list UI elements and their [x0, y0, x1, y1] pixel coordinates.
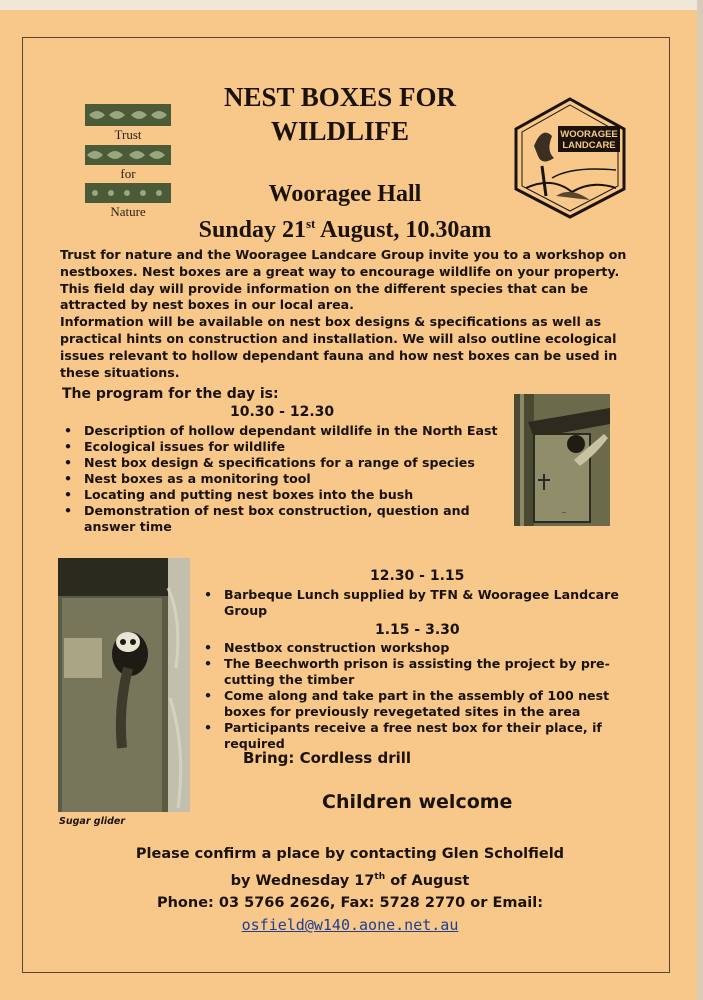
contact-line-3: Phone: 03 5766 2626, Fax: 5728 2770 or Email:	[156, 894, 543, 911]
session-1-time: 10.30 - 12.30	[230, 404, 335, 420]
rsvp-date-suffix: th	[374, 871, 386, 882]
nest-box-image	[514, 394, 610, 526]
children-welcome: Children welcome	[322, 791, 513, 813]
list-item: • Locating and putting nest boxes into the bush	[62, 487, 502, 503]
list-item: • Come along and take part in the assembly of 100 nest boxes for previously revegetated sites in the area	[202, 688, 642, 720]
date-day: Sunday 21	[198, 217, 306, 243]
program-heading: The program for the day is:	[62, 386, 279, 402]
landcare-line-2: LANDCARE	[562, 140, 616, 151]
date-suffix: st	[305, 216, 316, 231]
event-venue-date	[150, 180, 540, 245]
list-item: • Description of hollow dependant wildlife in the North East	[62, 423, 502, 439]
event-date	[150, 209, 540, 245]
intro-paragraph-1: Trust for nature and the Wooragee Landcare Group invite you to a workshop on nestboxes. Nest boxes are a great way to encourage wildlife on your property.	[60, 247, 627, 279]
intro-text	[60, 247, 640, 381]
intro-paragraph-3: Information will be available on nest box designs & specifications as well as practical hints on construction and installation. We will also outline ecological issues relevant to hollow dependant fauna and how nest boxes can be used in these situations.	[60, 314, 618, 380]
bring-note: Bring: Cordless drill	[243, 749, 412, 767]
logo-word-trust: Trust	[114, 127, 142, 142]
rsvp-month: of August	[385, 872, 470, 889]
logo-word-for: for	[120, 166, 136, 181]
landcare-line-1: WOORAGEE	[560, 129, 618, 140]
rsvp-date: by Wednesday 17	[230, 872, 375, 889]
venue-name: Wooragee Hall	[268, 181, 422, 207]
scan-edge-top	[0, 0, 703, 10]
leaf-pattern-icon	[85, 145, 171, 165]
list-item: • The Beechworth prison is assisting the project by pre-cutting the timber	[202, 656, 642, 688]
contact-line-2	[90, 866, 610, 892]
box-serial-graphic: —	[562, 508, 567, 516]
page-title	[190, 80, 490, 148]
logo-band-middle	[85, 145, 171, 165]
logo-word-nature: Nature	[110, 204, 146, 219]
leaf-pattern-icon	[85, 104, 171, 126]
list-item: • Participants receive a free nest box for their place, if required	[202, 720, 642, 752]
email-link[interactable]: osfield@w140.aone.net.au	[241, 916, 459, 935]
nest-box-photo	[514, 394, 610, 526]
session-1-list	[62, 423, 502, 535]
session-3-list	[202, 640, 642, 752]
session-3-time: 1.15 - 3.30	[375, 622, 460, 638]
sugar-glider-image	[58, 558, 190, 812]
session-2-time: 12.30 - 1.15	[370, 568, 465, 584]
session-2-list	[202, 587, 652, 619]
date-rest: August, 10.30am	[315, 217, 492, 243]
list-item: • Demonstration of nest box construction, question and answer time	[62, 503, 502, 535]
contact-block	[90, 843, 610, 938]
list-item: • Nestbox construction workshop	[202, 640, 642, 656]
title-line-2: WILDLIFE	[270, 116, 410, 146]
list-item: • Ecological issues for wildlife	[62, 439, 502, 455]
sugar-glider-photo	[58, 558, 190, 812]
photo-caption: Sugar glider	[59, 816, 126, 827]
list-item: • Barbeque Lunch supplied by TFN & Wooragee Landcare Group	[202, 587, 652, 619]
title-line-1: NEST BOXES FOR	[223, 82, 457, 112]
list-item: • Nest box design & specifications for a range of species	[62, 455, 502, 471]
contact-line-1: Please confirm a place by contacting Glen Scholfield	[135, 846, 565, 862]
logo-band-top	[85, 104, 171, 126]
scan-edge-right	[697, 0, 703, 1000]
list-item: • Nest boxes as a monitoring tool	[62, 471, 502, 487]
intro-paragraph-2: This field day will provide information on the different species that can be attracted by nest boxes in our local area.	[60, 280, 589, 313]
